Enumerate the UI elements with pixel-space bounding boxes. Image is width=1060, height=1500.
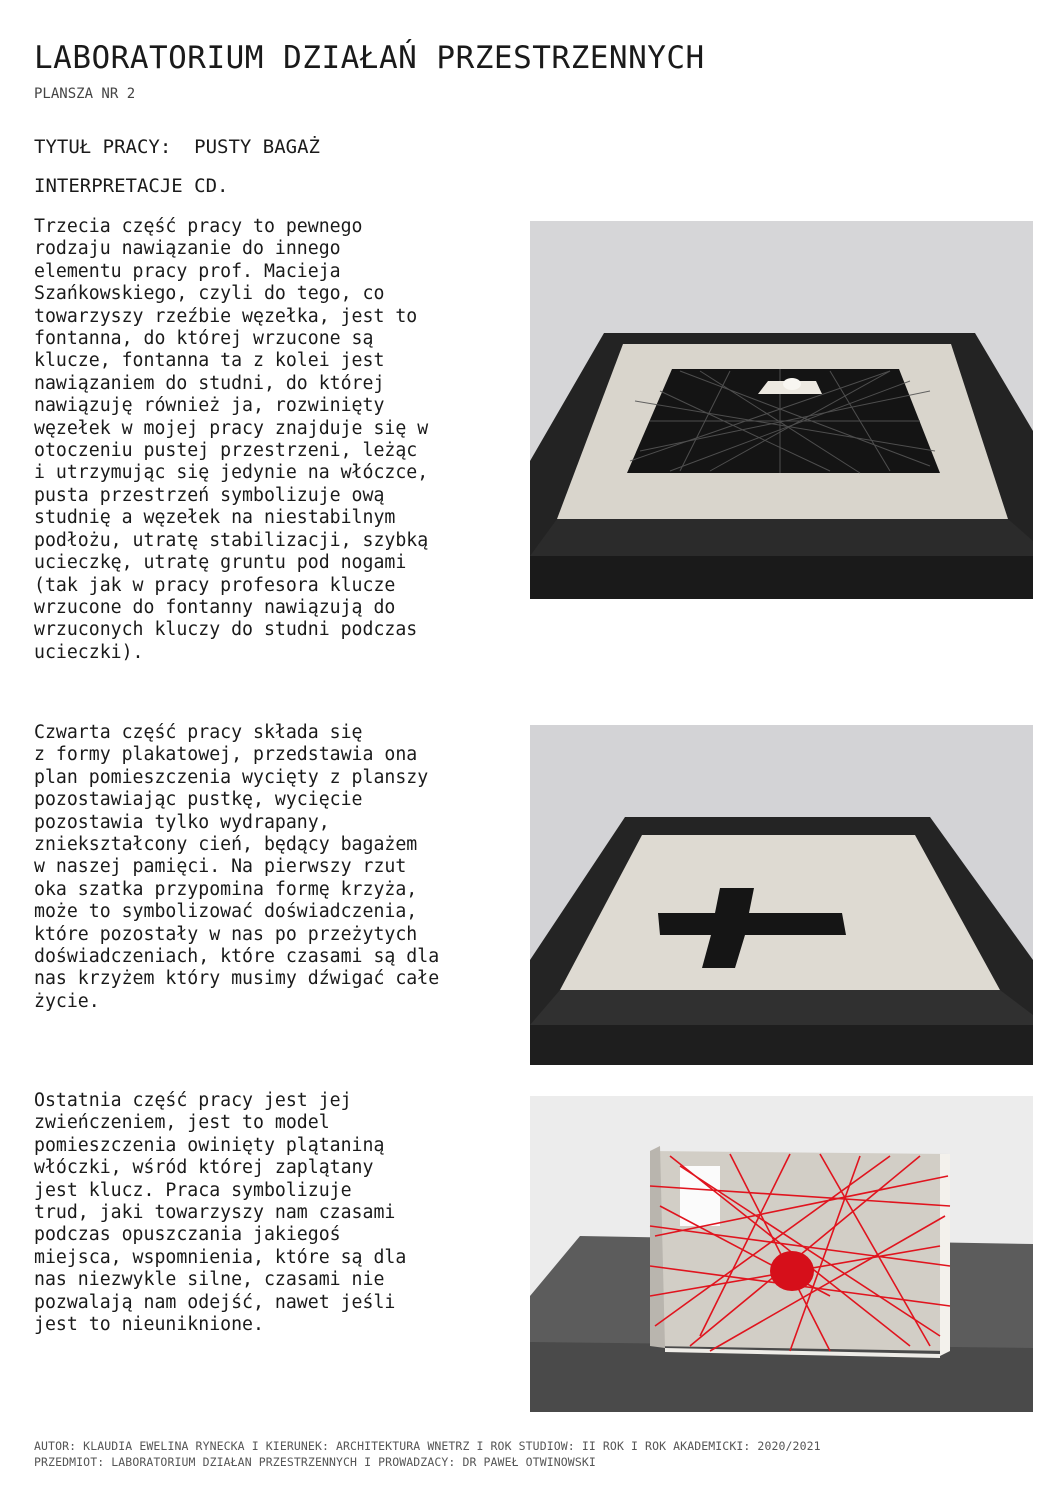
footer-course-line: PRZEDMIOT: LABORATORIUM DZIAŁAN PRZESTRZENNYCH I PROWADZACY: DR PAWEŁ OTWINOWSKI xyxy=(34,1455,596,1469)
photo-yarn-room-model xyxy=(530,1096,1033,1412)
section-heading: INTERPRETACJE CD. xyxy=(34,175,229,197)
footer-author-line: AUTOR: KLAUDIA EWELINA RYNECKA I KIERUNEK: ARCHITEKTURA WNETRZ I ROK STUDIOW: II ROK I ROK AKADEMICKI: 2020/2021 xyxy=(34,1439,821,1453)
board-number: PLANSZA NR 2 xyxy=(34,86,136,102)
paragraph-final-part: Ostatnia część pracy jest jej zwieńczeniem, jest to model pomieszczenia owinięty plątaniną włóczki, wśród której zaplątany jest klucz. Praca symbolizuje trud, jaki towarzyszy nam czasami podczas opuszczania jakiegoś miejsca, wspomnienia, które są dla nas niezwykle silne, czasami nie pozwalają nam odejść, nawet jeśli jest to nieuniknione. xyxy=(34,1090,407,1336)
photo-cross-board xyxy=(530,725,1033,1065)
footer xyxy=(34,1438,821,1470)
photo-string-square xyxy=(530,221,1033,599)
work-title: TYTUŁ PRACY: PUSTY BAGAŻ xyxy=(34,136,320,158)
paragraph-fourth-part: Czwarta część pracy składa się z formy plakatowej, przedstawia ona plan pomieszczenia wycięty z planszy pozostawiając pustkę, wycięcie pozostawia tylko wydrapany, zniekształcony cień, będący bagażem w naszej pamięci. Na pierwszy rzut oka szatka przypomina formę krzyża, może to symbolizować doświadczenia, które pozostały w nas po przeżytych doświadczeniach, które czasami są dla nas krzyżem który musimy dźwigać całe życie. xyxy=(34,722,440,1012)
paragraph-third-part: Trzecia część pracy to pewnego rodzaju nawiązanie do innego elementu pracy prof. Macieja Szańkowskiego, czyli do tego, co towarzyszy rzeźbie węzełka, jest to fontanna, do której wrzucone są klucze, fontanna ta z kolei jest nawiązaniem do studni, do której nawiązuję również ja, rozwinięty węzełek w mojej pracy znajduje się w otoczeniu pustej przestrzeni, leżąc i utrzymując się jedynie na włóczce, pusta przestrzeń symbolizuje ową studnię a węzełek na niestabilnym podłożu, utratę stabilizacji, szybką ucieczkę, utratę gruntu pod nogami (tak jak w pracy profesora klucze wrzucone do fontanny nawiązują do wrzuconych kluczy do studni podczas ucieczki). xyxy=(34,216,429,663)
page-title: LABORATORIUM DZIAŁAŃ PRZESTRZENNYCH xyxy=(34,40,705,76)
